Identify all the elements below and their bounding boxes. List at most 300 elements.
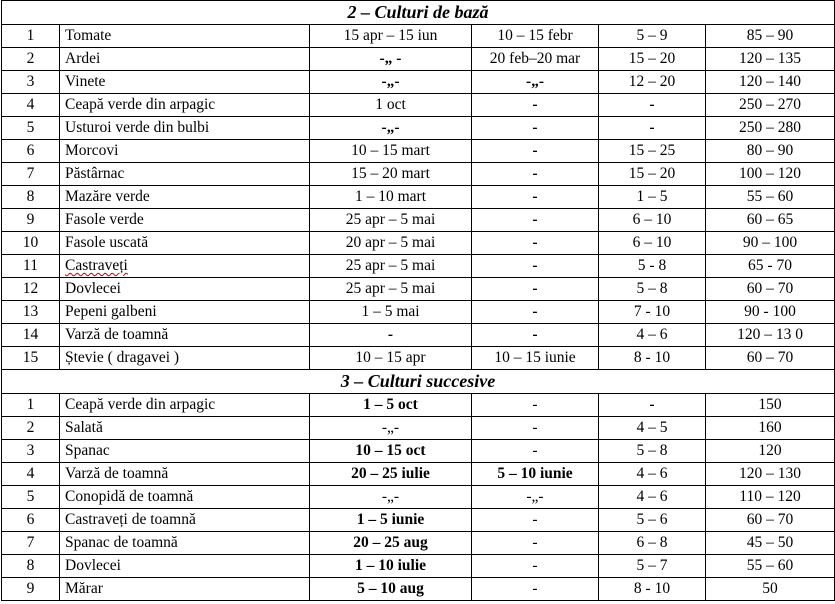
- sowing-period-cell: [310, 417, 472, 440]
- vegetation-days-cell: [706, 417, 835, 440]
- seedling-period: -: [532, 280, 538, 297]
- crop-name: Dovlecei: [65, 280, 121, 297]
- crop-name-cell: [60, 509, 310, 532]
- seedling-period-cell: [472, 509, 599, 532]
- vegetation-days: 90 - 100: [744, 303, 796, 320]
- sowing-period-cell: [310, 532, 472, 555]
- sowing-period-cell: [310, 486, 472, 509]
- rise-days: 8 - 10: [633, 349, 671, 366]
- rise-days-cell: [599, 509, 706, 532]
- seedling-period: -„-: [525, 73, 545, 90]
- seedling-period: -: [532, 234, 538, 251]
- section-header: [2, 370, 835, 394]
- row-number: 7: [26, 165, 35, 182]
- vegetation-days-cell: [706, 48, 835, 71]
- rise-days: 1 – 5: [636, 188, 668, 205]
- vegetation-days-cell: [706, 163, 835, 186]
- crop-name-cell: [60, 232, 310, 255]
- table-body: [2, 1, 835, 601]
- row-number-cell: [2, 486, 60, 509]
- vegetation-days: 85 – 90: [746, 27, 794, 44]
- row-number-cell: [2, 509, 60, 532]
- vegetation-days: 120 – 13 0: [737, 326, 803, 343]
- crop-name-cell: [60, 417, 310, 440]
- rise-days-cell: [599, 186, 706, 209]
- rise-days: 6 – 8: [636, 534, 668, 551]
- seedling-period-cell: [472, 463, 599, 486]
- vegetation-days-cell: [706, 117, 835, 140]
- section-title: 3 – Culturi succesive: [2, 370, 835, 394]
- row-number-cell: [2, 25, 60, 48]
- row-number-cell: [2, 417, 60, 440]
- sowing-period-cell: [310, 163, 472, 186]
- sowing-period-cell: [310, 463, 472, 486]
- crop-name: Castraveți de toamnă: [65, 511, 196, 528]
- vegetation-days: 50: [762, 580, 778, 597]
- crop-name-cell: [60, 278, 310, 301]
- seedling-period-cell: [472, 117, 599, 140]
- vegetation-days-cell: [706, 278, 835, 301]
- sowing-period: 15 – 20 mart: [351, 165, 430, 182]
- rise-days: 4 – 6: [636, 465, 668, 482]
- vegetation-days-cell: [706, 255, 835, 278]
- sowing-period-cell: [310, 278, 472, 301]
- row-number-cell: [2, 255, 60, 278]
- seedling-period: -: [532, 165, 538, 182]
- sowing-period: 25 apr – 5 mai: [345, 280, 436, 297]
- sowing-period: 5 – 10 aug: [357, 580, 424, 597]
- crop-name: Fasole verde: [65, 211, 144, 228]
- row-number-cell: [2, 440, 60, 463]
- rise-days-cell: [599, 555, 706, 578]
- rise-days-cell: [599, 486, 706, 509]
- seedling-period: -: [532, 96, 538, 113]
- seedling-period: -: [532, 211, 538, 228]
- sowing-period: 1 – 5 iunie: [356, 511, 425, 528]
- sowing-period: 1 oct: [375, 96, 406, 113]
- sowing-period: 10 – 15 apr: [355, 349, 426, 366]
- seedling-period-cell: [472, 140, 599, 163]
- row-number-cell: [2, 48, 60, 71]
- vegetation-days-cell: [706, 209, 835, 232]
- table-row: [2, 278, 835, 301]
- row-number: 2: [26, 419, 35, 436]
- crop-name-cell: [60, 163, 310, 186]
- vegetation-days-cell: [706, 232, 835, 255]
- seedling-period-cell: [472, 71, 599, 94]
- row-number: 9: [26, 211, 35, 228]
- rise-days-cell: [599, 94, 706, 117]
- seedling-period-cell: [472, 255, 599, 278]
- seedling-period: 20 feb–20 mar: [489, 50, 581, 67]
- seedling-period: -: [532, 534, 538, 551]
- crop-name-cell: [60, 301, 310, 324]
- row-number-cell: [2, 117, 60, 140]
- row-number: 3: [26, 442, 35, 459]
- vegetation-days-cell: [706, 555, 835, 578]
- row-number: 14: [22, 326, 39, 343]
- vegetation-days-cell: [706, 509, 835, 532]
- row-number: 1: [26, 27, 35, 44]
- vegetation-days: 60 – 65: [746, 211, 794, 228]
- row-number-cell: [2, 278, 60, 301]
- crop-name: Salată: [65, 419, 103, 436]
- seedling-period: -: [532, 511, 538, 528]
- crop-name: Mazăre verde: [65, 188, 150, 205]
- sowing-period-cell: [310, 140, 472, 163]
- rise-days-cell: [599, 301, 706, 324]
- vegetation-days-cell: [706, 347, 835, 370]
- row-number-cell: [2, 94, 60, 117]
- row-number: 10: [22, 234, 39, 251]
- section-title: 2 – Culturi de bază: [2, 1, 835, 25]
- vegetation-days: 120 – 135: [739, 50, 801, 67]
- row-number: 8: [26, 188, 35, 205]
- rise-days: 15 – 20: [628, 165, 676, 182]
- seedling-period: -: [532, 326, 538, 343]
- vegetation-days: 90 – 100: [742, 234, 798, 251]
- rise-days: -: [649, 119, 655, 136]
- crop-name: Conopidă de toamnă: [65, 488, 194, 505]
- sowing-period: 15 apr – 15 iun: [343, 27, 438, 44]
- row-number: 2: [26, 50, 35, 67]
- vegetation-days-cell: [706, 94, 835, 117]
- rise-days-cell: [599, 48, 706, 71]
- crop-name: Ardei: [65, 50, 101, 67]
- table-row: [2, 555, 835, 578]
- vegetation-days: 250 – 280: [739, 119, 801, 136]
- seedling-period-cell: [472, 347, 599, 370]
- sowing-period: -„-: [381, 488, 400, 505]
- row-number: 4: [26, 465, 35, 482]
- crop-name: Spanac de toamnă: [65, 534, 178, 551]
- sowing-period: 10 – 15 oct: [355, 442, 426, 459]
- crop-name: Pepeni galbeni: [65, 303, 157, 320]
- sowing-period: 1 – 5 oct: [363, 396, 418, 413]
- table-row: [2, 301, 835, 324]
- crop-name: Ceapă verde din arpagic: [65, 396, 216, 413]
- sowing-period-cell: [310, 509, 472, 532]
- rise-days: 12 – 20: [628, 73, 676, 90]
- table-row: [2, 417, 835, 440]
- vegetation-days: 250 – 270: [739, 96, 801, 113]
- table-row: [2, 463, 835, 486]
- row-number-cell: [2, 301, 60, 324]
- seedling-period-cell: [472, 278, 599, 301]
- vegetation-days: 80 – 90: [746, 142, 794, 159]
- vegetation-days-cell: [706, 440, 835, 463]
- crop-name: Morcovi: [65, 142, 119, 159]
- rise-days: 4 – 6: [636, 326, 668, 343]
- sowing-period-cell: [310, 440, 472, 463]
- seedling-period-cell: [472, 440, 599, 463]
- rise-days-cell: [599, 71, 706, 94]
- sowing-period-cell: [310, 347, 472, 370]
- rise-days: 5 – 9: [636, 27, 668, 44]
- seedling-period: -: [532, 442, 538, 459]
- seedling-period-cell: [472, 232, 599, 255]
- row-number: 5: [26, 119, 35, 136]
- table-row: [2, 71, 835, 94]
- row-number: 5: [26, 488, 35, 505]
- sowing-period-cell: [310, 94, 472, 117]
- crop-name-cell: [60, 555, 310, 578]
- seedling-period-cell: [472, 324, 599, 347]
- sowing-period: -„ -: [379, 50, 402, 67]
- rise-days-cell: [599, 347, 706, 370]
- crop-name-cell: [60, 117, 310, 140]
- rise-days-cell: [599, 25, 706, 48]
- row-number: 6: [26, 142, 35, 159]
- vegetation-days: 55 – 60: [746, 557, 794, 574]
- row-number: 3: [26, 73, 35, 90]
- rise-days: 5 – 7: [636, 557, 668, 574]
- table-row: [2, 94, 835, 117]
- seedling-period-cell: [472, 555, 599, 578]
- table-row: [2, 394, 835, 417]
- vegetation-days: 120 – 140: [739, 73, 801, 90]
- crop-name-cell: [60, 186, 310, 209]
- sowing-period-cell: [310, 48, 472, 71]
- rise-days-cell: [599, 394, 706, 417]
- sowing-period-cell: [310, 117, 472, 140]
- crop-name-cell: [60, 209, 310, 232]
- rise-days: 5 – 8: [636, 442, 668, 459]
- row-number: 8: [26, 557, 35, 574]
- rise-days: 7 - 10: [633, 303, 671, 320]
- sowing-period-cell: [310, 71, 472, 94]
- vegetation-days: 150: [758, 396, 782, 413]
- table-row: [2, 347, 835, 370]
- sowing-period-cell: [310, 186, 472, 209]
- crop-name-cell: [60, 94, 310, 117]
- seedling-period: -„-: [526, 488, 544, 505]
- row-number: 4: [26, 96, 35, 113]
- row-number-cell: [2, 347, 60, 370]
- rise-days-cell: [599, 232, 706, 255]
- crop-name-cell: [60, 440, 310, 463]
- sowing-period-cell: [310, 25, 472, 48]
- rise-days: 15 – 20: [628, 50, 676, 67]
- rise-days-cell: [599, 532, 706, 555]
- rise-days-cell: [599, 440, 706, 463]
- rise-days: 4 – 6: [636, 488, 668, 505]
- seedling-period: 5 – 10 iunie: [497, 465, 573, 482]
- sowing-period: 1 – 10 iulie: [354, 557, 427, 574]
- rise-days: -: [649, 96, 655, 113]
- crop-name-cell: [60, 71, 310, 94]
- table-row: [2, 440, 835, 463]
- seedling-period-cell: [472, 532, 599, 555]
- crop-name-cell: [60, 48, 310, 71]
- crop-name: Fasole uscată: [65, 234, 149, 251]
- seedling-period-cell: [472, 578, 599, 601]
- crop-name: Vinete: [65, 73, 106, 90]
- section-header: [2, 1, 835, 25]
- vegetation-days-cell: [706, 486, 835, 509]
- sowing-period: -„-: [381, 73, 400, 90]
- crop-name: Dovlecei: [65, 557, 121, 574]
- sowing-period: 20 – 25 aug: [353, 534, 428, 551]
- sowing-period: -: [387, 326, 394, 343]
- vegetation-days-cell: [706, 394, 835, 417]
- table-row: [2, 509, 835, 532]
- sowing-period: 25 apr – 5 mai: [345, 257, 436, 274]
- seedling-period: -: [532, 303, 538, 320]
- vegetation-days: 55 – 60: [746, 188, 794, 205]
- vegetation-days: 60 – 70: [746, 511, 794, 528]
- row-number-cell: [2, 140, 60, 163]
- sowing-period-cell: [310, 232, 472, 255]
- sowing-period: 1 – 10 mart: [354, 188, 427, 205]
- rise-days-cell: [599, 417, 706, 440]
- vegetation-days-cell: [706, 578, 835, 601]
- row-number: 1: [26, 396, 35, 413]
- rise-days: 15 – 25: [628, 142, 676, 159]
- table-row: [2, 163, 835, 186]
- seedling-period-cell: [472, 25, 599, 48]
- row-number: 6: [26, 511, 35, 528]
- row-number-cell: [2, 163, 60, 186]
- crop-name-cell: [60, 486, 310, 509]
- seedling-period: 10 – 15 iunie: [494, 349, 576, 366]
- seedling-period: -: [532, 580, 538, 597]
- seedling-period: -: [532, 557, 538, 574]
- crop-name: Castraveți: [65, 257, 128, 274]
- vegetation-days-cell: [706, 140, 835, 163]
- row-number-cell: [2, 532, 60, 555]
- sowing-period: 20 – 25 iulie: [351, 465, 430, 482]
- sowing-period-cell: [310, 301, 472, 324]
- rise-days-cell: [599, 324, 706, 347]
- vegetation-days-cell: [706, 324, 835, 347]
- sowing-period-cell: [310, 324, 472, 347]
- crop-name-cell: [60, 25, 310, 48]
- row-number: 12: [22, 280, 39, 297]
- vegetation-days: 60 – 70: [746, 280, 794, 297]
- crop-name-cell: [60, 532, 310, 555]
- table-row: [2, 209, 835, 232]
- vegetation-days: 65 - 70: [748, 257, 792, 274]
- rise-days-cell: [599, 463, 706, 486]
- crop-name: Ceapă verde din arpagic: [65, 96, 216, 113]
- rise-days-cell: [599, 209, 706, 232]
- sowing-period-cell: [310, 209, 472, 232]
- row-number-cell: [2, 555, 60, 578]
- crop-name: Varză de toamnă: [65, 326, 169, 343]
- crop-name: Mărar: [65, 580, 103, 597]
- seedling-period: 10 – 15 febr: [497, 27, 573, 44]
- crop-name-cell: [60, 463, 310, 486]
- table-row: [2, 140, 835, 163]
- row-number: 15: [22, 349, 39, 366]
- crop-name-cell: [60, 347, 310, 370]
- rise-days-cell: [599, 163, 706, 186]
- row-number: 11: [23, 257, 38, 274]
- seedling-period-cell: [472, 163, 599, 186]
- crop-name-cell: [60, 578, 310, 601]
- seedling-period-cell: [472, 301, 599, 324]
- vegetation-days: 160: [758, 419, 782, 436]
- seedling-period-cell: [472, 394, 599, 417]
- vegetation-days: 120 – 130: [739, 465, 801, 482]
- rise-days-cell: [599, 117, 706, 140]
- seedling-period-cell: [472, 486, 599, 509]
- vegetation-days-cell: [706, 186, 835, 209]
- row-number-cell: [2, 71, 60, 94]
- crop-name: Tomate: [65, 27, 112, 44]
- rise-days: 6 – 10: [632, 211, 672, 228]
- sowing-period-cell: [310, 394, 472, 417]
- vegetation-days: 60 – 70: [746, 349, 794, 366]
- sowing-period: 25 apr – 5 mai: [345, 211, 436, 228]
- table-row: [2, 48, 835, 71]
- sowing-period: 20 apr – 5 mai: [345, 234, 436, 251]
- vegetation-days: 120: [758, 442, 782, 459]
- vegetation-days: 45 – 50: [746, 534, 794, 551]
- row-number: 9: [26, 580, 35, 597]
- sowing-period: 10 – 15 mart: [351, 142, 430, 159]
- sowing-period-cell: [310, 555, 472, 578]
- rise-days: -: [649, 396, 655, 413]
- crop-name: Ștevie ( dragavei ): [65, 349, 180, 366]
- crop-name: Usturoi verde din bulbi: [65, 119, 210, 136]
- sowing-period-cell: [310, 578, 472, 601]
- seedling-period-cell: [472, 186, 599, 209]
- rise-days: 5 – 8: [636, 280, 668, 297]
- crop-name: Spanac: [65, 442, 110, 459]
- table-row: [2, 117, 835, 140]
- rise-days: 5 – 6: [636, 511, 668, 528]
- row-number: 7: [26, 534, 35, 551]
- rise-days: 4 – 5: [636, 419, 668, 436]
- sowing-period-cell: [310, 255, 472, 278]
- crop-name-cell: [60, 394, 310, 417]
- crop-name: Păstârnac: [65, 165, 125, 182]
- crop-name-cell: [60, 140, 310, 163]
- seedling-period-cell: [472, 417, 599, 440]
- row-number-cell: [2, 578, 60, 601]
- vegetation-days: 110 – 120: [739, 488, 801, 505]
- table-row: [2, 186, 835, 209]
- vegetation-days-cell: [706, 25, 835, 48]
- table-row: [2, 578, 835, 601]
- sowing-period: -„-: [381, 119, 400, 136]
- seedling-period-cell: [472, 209, 599, 232]
- table-row: [2, 255, 835, 278]
- row-number-cell: [2, 232, 60, 255]
- table-row: [2, 532, 835, 555]
- rise-days: 6 – 10: [632, 234, 672, 251]
- seedling-period: -: [532, 257, 538, 274]
- rise-days: 5 - 8: [637, 257, 667, 274]
- table-row: [2, 25, 835, 48]
- vegetation-days: 100 – 120: [739, 165, 801, 182]
- table-row: [2, 232, 835, 255]
- row-number-cell: [2, 394, 60, 417]
- rise-days-cell: [599, 578, 706, 601]
- row-number-cell: [2, 463, 60, 486]
- table-row: [2, 486, 835, 509]
- row-number: 13: [22, 303, 39, 320]
- vegetation-days-cell: [706, 301, 835, 324]
- row-number-cell: [2, 186, 60, 209]
- sowing-period: 1 – 5 mai: [361, 303, 420, 320]
- rise-days-cell: [599, 255, 706, 278]
- seedling-period: -: [532, 396, 538, 413]
- table-row: [2, 324, 835, 347]
- seedling-period-cell: [472, 94, 599, 117]
